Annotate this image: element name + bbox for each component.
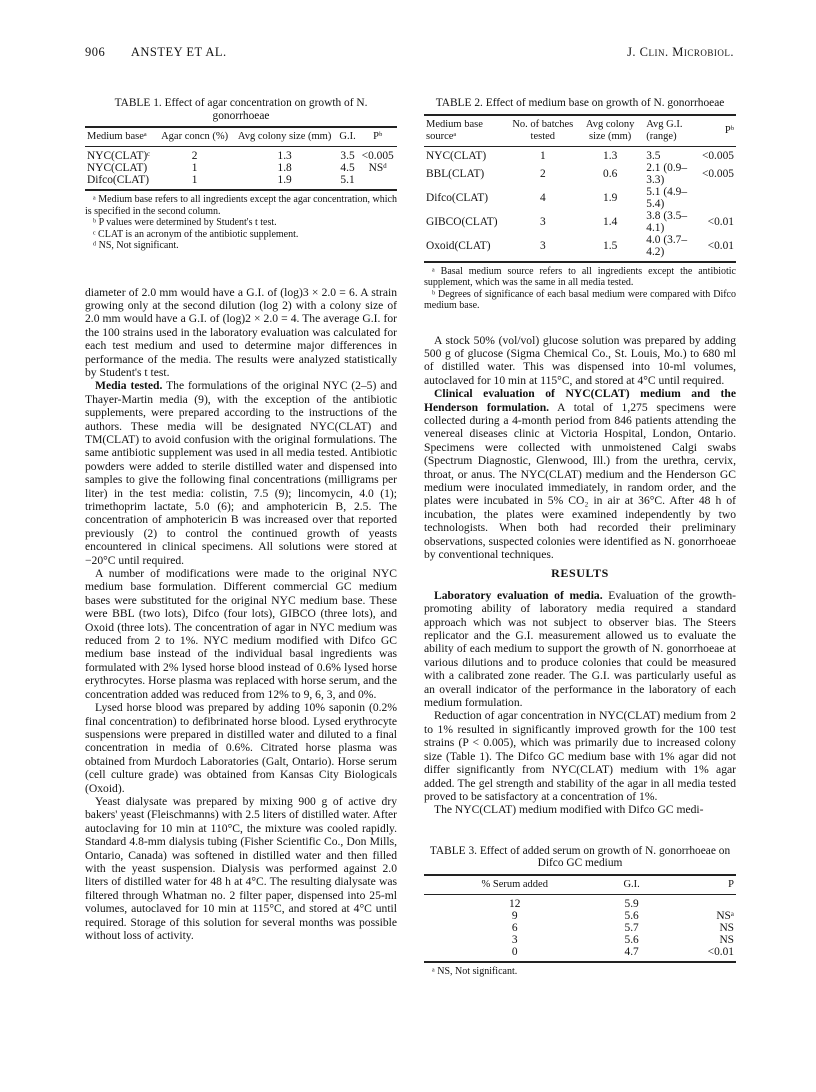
table-cell: <0.01 <box>707 945 734 958</box>
table-cell: BBL(CLAT) <box>426 167 485 180</box>
table-cell: <0.01 <box>707 215 734 228</box>
page-header-left <box>85 45 227 60</box>
table-cell: 2.1 (0.9–3.3) <box>646 161 688 186</box>
paragraph-lead: Laboratory evaluation of media. <box>434 588 603 602</box>
column-header: No. of batches tested <box>512 118 574 142</box>
footnote: ᵃ Medium base refers to all ingredients except the agar concentration, which is specified in the second column. <box>85 194 397 217</box>
header-row <box>85 127 397 147</box>
table-cell: 9 <box>511 909 518 922</box>
table-cell: 4.5 <box>340 162 355 174</box>
table-cell: NYC(CLAT)ᶜ <box>87 150 151 162</box>
right-column <box>424 97 736 977</box>
table-cell: 3 <box>539 215 546 228</box>
table-cell: 5.9 <box>624 897 639 910</box>
table-row <box>424 922 736 934</box>
column-header: Pᵇ <box>373 131 383 142</box>
table-cell: 0 <box>511 945 518 958</box>
table-cell: 5.7 <box>624 921 639 934</box>
table-cell: Difco(CLAT) <box>87 174 149 186</box>
table-row <box>424 934 736 946</box>
table-cell: 1.9 <box>277 174 292 186</box>
table-row <box>85 174 397 190</box>
footnote: ᵃ Basal medium source refers to all ingredients except the antibiotic supplement, which was the same in all media tested. <box>424 265 736 288</box>
table-2 <box>424 97 736 312</box>
table-cell: NSᵈ <box>368 162 387 174</box>
table-cell: 3.5 <box>340 150 355 162</box>
left-column <box>85 97 397 942</box>
table-cell: NS <box>719 933 734 946</box>
column-header: G.I. <box>623 878 640 890</box>
header-row <box>424 875 736 895</box>
paragraph <box>85 379 397 567</box>
paragraph-text: The NYC(CLAT) medium modified with Difco GC medi- <box>434 803 704 817</box>
column-header: % Serum added <box>481 878 548 890</box>
left-body-text <box>85 286 397 943</box>
table-cell: NYC(CLAT) <box>426 149 487 162</box>
table-cell: <0.005 <box>701 167 734 180</box>
table-cell: 5.6 <box>624 933 639 946</box>
table-caption: TABLE 2. Effect of medium base on growth of N. gonorrhoeae <box>435 97 725 109</box>
table-row <box>424 910 736 922</box>
table-cell: NS <box>719 921 734 934</box>
journal-name: J. Clin. Microbiol. <box>627 45 734 59</box>
table-caption: TABLE 3. Effect of added serum on growth of N. gonorrhoeae on Difco GC medium <box>429 844 731 870</box>
paragraph <box>85 567 397 701</box>
table-cell: Oxoid(CLAT) <box>426 239 491 252</box>
table-cell: <0.01 <box>707 239 734 252</box>
table-row <box>424 210 736 234</box>
paragraph-lead: Clinical evaluation of NYC(CLAT) medium and the Henderson formulation. <box>424 387 736 414</box>
paragraph-lead: Media tested. <box>95 379 163 393</box>
footnote: ᵇ P values were determined by Student's t test. <box>93 217 277 228</box>
right-body-text <box>424 334 736 562</box>
paragraph <box>424 589 736 710</box>
table-cell: NSᵃ <box>716 909 734 922</box>
column-header: P <box>728 878 734 890</box>
paragraph <box>85 795 397 942</box>
running-authors: ANSTEY ET AL. <box>130 45 227 59</box>
table-cell: 1 <box>191 174 198 186</box>
column-header: G.I. <box>339 131 356 142</box>
table-cell: 6 <box>511 921 518 934</box>
paragraph-text: Yeast dialysate was prepared by mixing 900 g of active dry bakers' yeast (Fleischmanns) with 2.5 liters of distilled water. After autoclaving for 10 min at 110°C, the mixture was cooled rapidly. Standard 4.8-mm dialysis tubing (Fisher Scientific Co., Don Mills, Ontario, Canada) was softened in distilled water and then filled with the yeast suspension. Dialysis was performed against 2.0 liters of distilled water for 48 h at 4°C. The resulting dialysate was filtered through Whatman no. 2 filter paper, dispensed into 25-ml volumes, autoclaved for 10 min at 115°C, and stored at 4°C until required. Storage of this solution for several months was possible without loss of activity. <box>85 794 397 942</box>
paragraph <box>424 334 736 388</box>
table-cell: 4.7 <box>624 945 639 958</box>
table-cell: 1.5 <box>603 239 618 252</box>
table-cell: NYC(CLAT) <box>87 162 148 174</box>
table-cell: 1 <box>191 162 198 174</box>
column-header: Medium baseᵃ <box>87 131 147 142</box>
paragraph-text: Lysed horse blood was prepared by adding 10% saponin (0.2% final concentration) to defibrinated horse blood. Lysed erythrocyte suspensions were prepared in distilled water and diluted to a final concentration in media of 0.6%. Citrated horse plasma was obtained from Murdoch Laboratories (Galt, Ontario). Horse serum (cell culture grade) was obtained from Kansas City Biologicals (Oxoid). <box>85 701 397 795</box>
table-row <box>424 234 736 262</box>
paragraph-text: Reduction of agar concentration in NYC(CLAT) medium from 2 to 1% resulted in significantly improved growth for the 100 test strains (P < 0.005), which was primarily due to increased colony size (Table 1). The Difco GC medium base with 1% agar did not differ significantly from NYC(CLAT) medium with 1% agar added. The gel strength and stability of the agar in all media tested proved to be satisfactory at a concentration of 1%. <box>424 709 736 803</box>
table-3-grid <box>424 874 736 963</box>
table-footnotes <box>424 966 736 978</box>
results-body-text <box>424 589 736 817</box>
paragraph <box>424 387 736 561</box>
column-header: Avg G.I. (range) <box>646 118 683 142</box>
table-row <box>424 162 736 186</box>
paragraph-text: The formulations of the original NYC (2–5) and Thayer-Martin media (9), with the exception of the antibiotic supplements, were prepared according to the instructions of the authors. These media will be designated NYC(CLAT) and TM(CLAT) to avoid confusion with the original formulations. The same antibiotic supplement was used in all media tested. Antibiotic powders were added to sterile distilled water and dispensed into samples to give the following final concentrations (milligrams per liter) in the test media: colistin, 7.5 (9); lincomycin, 4.0 (1); trimethoprim lactate, 5.0 (6); and amphotericin B, 2.5. The concentration of amphotericin B was increased over that reported previously (2) to control the continued growth of yeasts encountered in clinical specimens. All solutions were stored at −20°C until required. <box>85 379 398 567</box>
table-row <box>424 894 736 910</box>
paragraph-text: A number of modifications were made to the original NYC medium base formulation. Different commercial GC medium bases were substituted for the original NYC medium base. These were BBL (two lots), Difco (four lots), GIBCO (three lots), and Oxoid (three lots). The concentration of agar in NYC medium was reduced from 2 to 1%. NYC medium modified with Difco GC medium base instead of the individual basal ingredients was formulated with 2% lysed horse blood instead of 0.6% lysed horse erythrocytes. Horse plasma was replaced with horse serum, and the concentration added was reduced from 12% to 9, 6, 3, and 0%. <box>85 567 397 701</box>
column-header: Avg colony size (mm) <box>585 118 635 142</box>
header-row <box>424 115 736 147</box>
table-cell: 1.8 <box>277 162 292 174</box>
table-cell: 2 <box>539 167 546 180</box>
table-cell: <0.005 <box>701 149 734 162</box>
footnote: ᵈ NS, Not significant. <box>93 240 179 251</box>
table-cell: 4.0 (3.7–4.2) <box>646 233 688 258</box>
paragraph <box>85 701 397 795</box>
section-heading-results: RESULTS <box>551 566 609 581</box>
table-cell: 5.1 (4.9–5.4) <box>646 185 688 210</box>
table-cell: 3.8 (3.5–4.1) <box>646 209 688 234</box>
table-cell: 2 <box>191 150 198 162</box>
table-row <box>424 146 736 162</box>
table-row <box>424 946 736 962</box>
table-cell <box>658 894 736 910</box>
table-cell: 1.3 <box>277 150 292 162</box>
paragraph-text: A total of 1,275 specimens were collected during a 4-month period from 846 patients attending the venereal diseases clinic at Victoria Hospital, London, Ontario. Specimens were collected with unmoistened Calgi swabs (Spectrum Diagnostic, Glenwood, Ill.) from the urethra, cervix, throat, or anus. The NYC(CLAT) medium and the Henderson GC medium were inoculated immediately, in random order, and the plates were incubated in 5% CO₂ in air at 36°C. After 48 h of incubation, the plates were examined independently by two technologists. When both had recorded their preliminary observations, suspected colonies were identified as N. gonorrhoeae by conventional techniques. <box>424 400 736 561</box>
table-caption: TABLE 1. Effect of agar concentration on growth of N. gonorrhoeae <box>114 97 368 122</box>
table-row <box>85 162 397 174</box>
paragraph <box>424 709 736 803</box>
table-footnotes <box>85 194 397 252</box>
table-cell: 3 <box>539 239 546 252</box>
table-cell: <0.005 <box>361 150 394 162</box>
table-cell: 3 <box>511 933 518 946</box>
footnote: ᵇ Degrees of significance of each basal medium were compared with Difco medium base. <box>424 288 736 311</box>
table-cell: 1 <box>539 149 546 162</box>
table-row <box>85 147 397 163</box>
table-cell: 1.3 <box>603 149 618 162</box>
table-cell: 5.6 <box>624 909 639 922</box>
footnote: ᵃ NS, Not significant. <box>432 965 518 977</box>
table-footnotes <box>424 266 736 312</box>
table-cell: Difco(CLAT) <box>426 191 488 204</box>
footnote: ᶜ CLAT is an acronym of the antibiotic supplement. <box>93 228 299 240</box>
table-row <box>424 186 736 210</box>
table-cell <box>700 186 736 210</box>
table-cell: 4 <box>539 191 546 204</box>
table-cell: 0.6 <box>603 167 618 180</box>
table-cell: 5.1 <box>340 174 355 186</box>
paragraph-text: A stock 50% (vol/vol) glucose solution was prepared by adding 500 g of glucose (Sigma Chemical Co., St. Louis, Mo.) to 680 ml of distilled water. This was dispensed into 10-ml volumes, autoclaved for 10 min at 115°C, and stored at 4°C until required. <box>424 333 736 387</box>
table-cell: GIBCO(CLAT) <box>426 215 498 228</box>
table-1 <box>85 97 397 252</box>
table-3 <box>424 845 736 978</box>
column-header: Avg colony size (mm) <box>237 131 332 142</box>
column-header: Pᵇ <box>724 124 734 136</box>
paragraph <box>424 803 736 816</box>
table-cell: 1.4 <box>603 215 618 228</box>
table-cell: 3.5 <box>646 149 661 162</box>
table-cell <box>358 174 397 190</box>
table-1-grid <box>85 126 397 191</box>
paragraph-text: diameter of 2.0 mm would have a G.I. of (log)3 × 2.0 = 6. A strain growing only at the second dilution (log 2) with a colony size of 2.0 mm would have a G.I. of (log)2 × 2.0 = 4. The average G.I. for the 100 strains used in the laboratory evaluation was calculated for each test medium and used to determine major differences in performance of the media. The results were analyzed statistically by Student's t test. <box>85 285 397 379</box>
paragraph <box>85 286 397 380</box>
table-2-grid <box>424 114 736 263</box>
page-number: 906 <box>85 45 106 59</box>
column-header: Medium base sourceᵃ <box>426 118 483 142</box>
column-header: Agar concn (%) <box>161 131 229 142</box>
paragraph-text: Evaluation of the growth-promoting ability of laboratory media required a standard approach which was not subject to observer bias. The Steers replicator and the G.I. measurement allowed us to evaluate the ability of each medium to support the growth of N. gonorrhoeae at various dilutions and to produce colonies that could be measured with a calibrated zone reader. The G.I. was particularly useful as an overall indicator of the performance in the laboratory of each medium formulation. <box>424 588 736 710</box>
table-cell: 1.9 <box>603 191 618 204</box>
table-cell: 12 <box>509 897 521 910</box>
